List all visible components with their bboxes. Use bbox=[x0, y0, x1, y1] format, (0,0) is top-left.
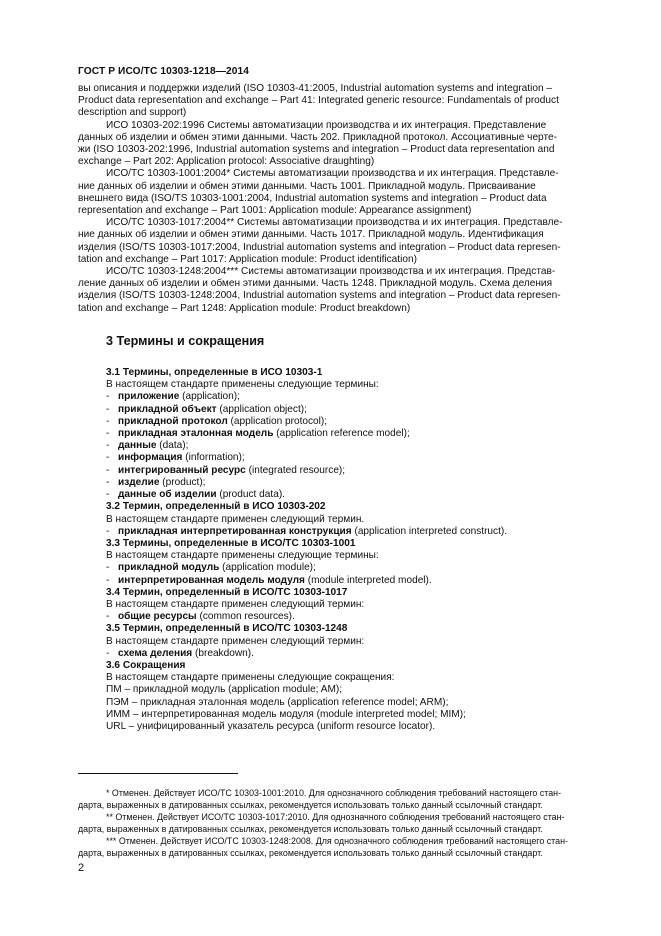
subsection-intro: В настоящем стандарте применен следующий термин: bbox=[106, 635, 365, 647]
reference-iso-10303-202 bbox=[78, 120, 616, 169]
term-translation: (product data). bbox=[216, 489, 285, 501]
reference-iso-ts-10303-1017 bbox=[78, 217, 616, 266]
text-line: ИСО/ТС 10303-1017:2004** Системы автоматизации производства и их интеграция. Представле- bbox=[106, 217, 563, 229]
text-line: внешнего вида (ISO/TS 10303-1001:2004, Industrial automation systems and integration – Product data bbox=[78, 192, 547, 204]
subsection-heading-3-4: 3.4 Термин, определенный в ИСО/ТС 10303-1017 bbox=[106, 586, 348, 598]
term: изделие bbox=[118, 476, 160, 488]
subsection-intro: В настоящем стандарте применены следующие термины: bbox=[106, 550, 379, 562]
text-line: tation and exchange – Part 1248: Application module: Product breakdown) bbox=[78, 302, 411, 314]
subsection-heading-3-3: 3.3 Термины, определенные в ИСО/ТС 10303-1001 bbox=[106, 537, 356, 549]
text-line: ление данных об изделии и обмен этими данными. Часть 1248. Прикладной модуль. Схема деления bbox=[78, 278, 553, 290]
term-translation: (common resources). bbox=[196, 611, 295, 623]
term: прикладная эталонная модель bbox=[118, 428, 274, 440]
footnote-line: дарта, выраженных в датированных ссылках, рекомендуется использовать только данный ссылочный стандарт. bbox=[78, 799, 543, 810]
footnote-line: ** Отменен. Действует ИСО/ТС 10303-1017:2010. Для однозначного соблюдения требований настоящего стан- bbox=[106, 812, 565, 822]
text-line: данных об изделии и обмен этими данными. Часть 202. Прикладной протокол. Ассоциативные черте- bbox=[78, 131, 557, 143]
text-line: жи (ISO 10303-202:1996, Industrial automation systems and integration – Product data representation and bbox=[78, 144, 555, 156]
page-number: 2 bbox=[78, 862, 85, 874]
term-item: - интерпретированная модель модуля (module interpreted model). bbox=[106, 574, 432, 586]
abbreviation-item: URL – унифицированный указатель ресурса (uniform resource locator). bbox=[106, 720, 436, 732]
term-translation: (information); bbox=[182, 452, 245, 464]
subsection-heading-3-1: 3.1 Термины, определенные в ИСО 10303-1 bbox=[106, 367, 323, 379]
term: данные об изделии bbox=[118, 489, 217, 501]
term-translation: (module interpreted model). bbox=[304, 574, 432, 586]
term-translation: (application); bbox=[179, 391, 240, 403]
footnote-line: * Отменен. Действует ИСО/ТС 10303-1001:2010. Для однозначного соблюдения требований настоящего стан- bbox=[106, 788, 562, 798]
term-translation: (application interpreted construct). bbox=[351, 525, 508, 537]
term-item: - данные (data); bbox=[106, 440, 189, 452]
footnote-divider bbox=[78, 773, 238, 774]
text-line: ние данных об изделии и обмен этими данными. Часть 1001. Прикладной модуль. Присваивание bbox=[78, 180, 536, 192]
text-line: ИСО/ТС 10303-1001:2004* Системы автоматизации производства и их интеграция. Представле- bbox=[106, 168, 559, 180]
subsection-intro: В настоящем стандарте применен следующий термин: bbox=[106, 598, 365, 610]
term-item: - данные об изделии (product data). bbox=[106, 489, 285, 501]
term-item: - интегрированный ресурс (integrated resource); bbox=[106, 464, 346, 476]
term-list-3-1 bbox=[78, 391, 616, 501]
reference-iso-ts-10303-1248 bbox=[78, 266, 616, 315]
term-item: - прикладной протокол (application protocol); bbox=[106, 415, 328, 427]
footnote-line: дарта, выраженных в датированных ссылках, рекомендуется использовать только данный ссылочный стандарт. bbox=[78, 847, 543, 858]
term: интерпретированная модель модуля bbox=[118, 574, 305, 586]
text-line: ИСО 10303-202:1996 Системы автоматизации производства и их интеграция. Представление bbox=[106, 119, 547, 131]
term: прикладной модуль bbox=[118, 562, 220, 574]
subsection-intro: В настоящем стандарте применен следующий термин. bbox=[106, 513, 365, 525]
text-line: ИСО/ТС 10303-1248:2004*** Системы автоматизации производства и их интеграция. Представ- bbox=[106, 266, 556, 278]
term-translation: (breakdown). bbox=[192, 647, 254, 659]
footnote-line: дарта, выраженных в датированных ссылках, рекомендуется использовать только данный ссылочный стандарт. bbox=[78, 823, 543, 834]
term: интегрированный ресурс bbox=[118, 464, 246, 476]
subsection-heading-3-6: 3.6 Сокращения bbox=[106, 659, 186, 671]
abbreviation-item: ПЭМ – прикладная эталонная модель (application reference model; ARM); bbox=[106, 696, 449, 708]
text-line: изделия (ISO/TS 10303-1017:2004, Industrial automation systems and integration – Product data represen- bbox=[78, 241, 561, 253]
term-item: - изделие (product); bbox=[106, 476, 206, 488]
reference-iso-10303-41 bbox=[78, 83, 616, 120]
text-line: exchange – Part 202: Application protocol: Associative draughting) bbox=[78, 156, 375, 168]
term-translation: (application module); bbox=[219, 562, 316, 574]
section-heading: 3 Термины и сокращения bbox=[106, 333, 265, 348]
document-header: ГОСТ Р ИСО/ТС 10303-1218—2014 bbox=[78, 66, 250, 77]
text-line: representation and exchange – Part 1001: Application module: Appearance assignment) bbox=[78, 205, 472, 217]
term-item: - прикладная интерпретированная конструкция (application interpreted construct). bbox=[106, 525, 508, 537]
text-line: description and support) bbox=[78, 107, 187, 119]
subsection-heading-3-2: 3.2 Термин, определенный в ИСО 10303-202 bbox=[106, 501, 326, 513]
abbreviation-item: ИММ – интерпретированная модель модуля (module interpreted model; MIM); bbox=[106, 708, 466, 720]
term-item: - общие ресурсы (common resources). bbox=[106, 611, 295, 623]
term-item: - приложение (application); bbox=[106, 391, 240, 403]
term-item: - прикладной модуль (application module); bbox=[106, 562, 316, 574]
term: прикладная интерпретированная конструкция bbox=[118, 525, 352, 537]
term-translation: (application object); bbox=[216, 403, 307, 415]
footnote-1 bbox=[78, 788, 618, 811]
subsection-intro: В настоящем стандарте применены следующие термины: bbox=[106, 379, 379, 391]
footnote-2 bbox=[78, 812, 618, 835]
term-item: - прикладной объект (application object); bbox=[106, 403, 307, 415]
text-line: tation and exchange – Part 1017: Application module: Product identification) bbox=[78, 253, 417, 265]
text-line: вы описания и поддержки изделий (ISO 10303-41:2005, Industrial automation systems and integration – bbox=[78, 83, 552, 94]
subsection-heading-3-5: 3.5 Термин, определенный в ИСО/ТС 10303-1248 bbox=[106, 623, 348, 635]
footnote-line: *** Отменен. Действует ИСО/ТС 10303-1248:2008. Для однозначного соблюдения требований настоящего стан- bbox=[106, 836, 568, 846]
term-translation: (data); bbox=[156, 440, 189, 452]
reference-iso-ts-10303-1001 bbox=[78, 168, 616, 217]
term: прикладной объект bbox=[118, 403, 217, 415]
document-body bbox=[78, 83, 616, 733]
text-line: ние данных об изделии и обмен этими данными. Часть 1017. Прикладной модуль. Идентификация bbox=[78, 229, 544, 241]
term-translation: (application reference model); bbox=[273, 428, 410, 440]
text-line: изделия (ISO/TS 10303-1248:2004, Industrial automation systems and integration – Product data represen- bbox=[78, 290, 561, 302]
subsection-intro: В настоящем стандарте применены следующие сокращения: bbox=[106, 672, 395, 684]
term: общие ресурсы bbox=[118, 611, 197, 623]
term: схема деления bbox=[118, 647, 193, 659]
term: прикладной протокол bbox=[118, 415, 228, 427]
term-item: - информация (information); bbox=[106, 452, 245, 464]
term-translation: (integrated resource); bbox=[245, 464, 346, 476]
term: информация bbox=[118, 452, 183, 464]
term-translation: (product); bbox=[159, 476, 206, 488]
abbreviation-item: ПМ – прикладной модуль (application module; AM); bbox=[106, 684, 343, 696]
term-item: - прикладная эталонная модель (application reference model); bbox=[106, 428, 410, 440]
text-line: Product data representation and exchange – Part 41: Integrated generic resource: Fundamentals of product bbox=[78, 95, 559, 107]
term: данные bbox=[118, 440, 157, 452]
term-item: - схема деления (breakdown). bbox=[106, 647, 254, 659]
term: приложение bbox=[118, 391, 180, 403]
term-translation: (application protocol); bbox=[227, 415, 328, 427]
footnote-3 bbox=[78, 836, 618, 859]
